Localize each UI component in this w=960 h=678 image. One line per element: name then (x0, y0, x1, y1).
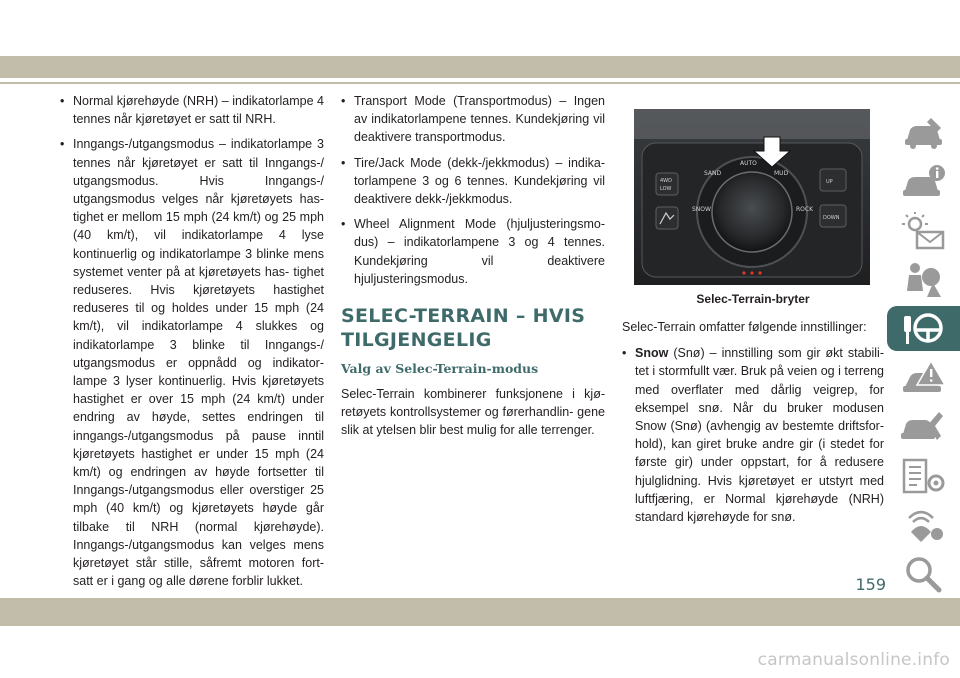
subsection-heading: Valg av Selec-Terrain-modus (341, 361, 539, 377)
photo-caption: Selec-Terrain-bryter (696, 292, 810, 306)
button-label-up: UP (826, 179, 833, 185)
car-info-i-icon (901, 163, 947, 201)
watermark: carmanualsonline.info (757, 650, 950, 670)
bullet-dot: • (341, 94, 346, 108)
button-label-4wd: 4WD (660, 178, 672, 184)
bullet-text: Tire/Jack Mode (dekk-/jekkmodus) – indika- torlampene 3 og 6 tennes. Kundekjøring vil deaktivere dekk-/jekkmodus. (354, 155, 605, 207)
body-paragraph: Selec-Terrain omfatter følgende innstillinger: (622, 320, 867, 334)
bullet-item (622, 344, 884, 526)
checklist-gear-icon (901, 457, 947, 495)
ride-height-up-button[interactable] (820, 169, 846, 191)
column-left (60, 92, 324, 597)
tab-technical-specs[interactable] (887, 453, 960, 498)
tab-dashboard[interactable] (887, 208, 960, 253)
bullet-item (60, 135, 324, 590)
bullet-text: Transport Mode (Transportmodus) – Ingen av indikatorlampene tennes. Kundekjøring vil deaktivere transportmodus. (354, 94, 605, 145)
bullet-dot: • (341, 155, 346, 170)
bullet-text: Inngangs-/utgangsmodus – indikatorlampe 3 tennes når kjøretøyet er satt til Inngangs-/ utgangsmodus. Hvis Inngangs-/ utgangsmodus velges når kjøretøyets has- tighet er mellom 15 mph (24 km/t) og 25 mph (40 km/t), vil indikatorlampe 4 lyse kontinuerlig og indikatorlampe 3 blinke mens systemet venter på at kjøretøyets has- tighet reduseres. Hvis kjøretøyets hastighet reduseres til og holdes under 15 mph (24 km/t), vil indikatorlampe 4 slukkes og indikatorlampe 3 blinke til Inngangs-/ utgangsmodus er oppnådd og indikator- lampe 3 lyser kontinuerlig. Hvis kjøretøyets hastighet er over 15 mph (24 km/t) under endring av høyde, settes endringen til inngangs-/utgangsmodus på pause inntil kjøretøyets hastighet er under 15 mph (24 km/t) og endringen av høyde fortsetter til Inngangs-/utgangsmodus eller overstiger 25 mph (40 km/t) og kjøretøyets høyde går tilbake til NRH (normal kjørehøyde). Inngangs-/utgangsmodus kan velges mens kjøretøyet står stille, såfremt motoren fort- satt er i gang og alle dørene forblir lukket. (73, 137, 324, 589)
knob-label-sand: SAND (704, 170, 722, 177)
knob-label-mud: MUD (774, 170, 789, 177)
chapter-tabs (887, 110, 960, 649)
header-rule (0, 82, 960, 84)
tab-starting-operating[interactable] (887, 306, 960, 351)
header-band (0, 56, 960, 78)
tab-car-info[interactable] (887, 110, 960, 155)
media-nav-icon (901, 506, 947, 544)
knob-label-auto: AUTO (740, 160, 757, 167)
tab-multimedia[interactable] (887, 502, 960, 547)
column-middle (341, 92, 605, 448)
tab-emergency[interactable] (887, 355, 960, 400)
bullet-dot: • (622, 346, 627, 361)
snow-label: Snow (635, 346, 669, 361)
tab-maintenance[interactable] (887, 404, 960, 449)
tab-car-information[interactable] (887, 159, 960, 204)
bullet-text: Wheel Alignment Mode (hjuljusteringsmo- dus) – indikatorlampene 3 og 4 tennes. Kundekjøring vil deaktivere hjuljusteringsmodus. (354, 217, 605, 286)
airbag-person-icon (901, 261, 947, 299)
hill-descent-button[interactable] (656, 207, 678, 229)
bullet-text: Normal kjørehøyde (NRH) – indikatorlampe 4 tennes når kjøretøyet er satt til NRH. (73, 94, 324, 127)
tab-search[interactable] (887, 551, 960, 596)
button-label-down: DOWN (823, 215, 840, 221)
bullet-item (341, 215, 605, 288)
bullet-dot: • (60, 137, 65, 152)
body-paragraph: Selec-Terrain kombinerer funksjonene i kjø- retøyets kontrollsystemer og førerhandlin- gene slik at ytelsen blir best mulig for alle terrenger. (341, 387, 605, 438)
bullet-item (60, 92, 324, 128)
knob-label-snow: SNOW (692, 206, 711, 213)
steering-wheel-key-icon (901, 310, 947, 348)
bullet-dot: • (341, 217, 346, 232)
car-wrench-icon (901, 408, 947, 446)
bullet-item (341, 154, 605, 209)
page-number: 159 (855, 575, 886, 594)
column-right (622, 318, 884, 533)
car-info-icon (901, 114, 947, 152)
button-label-low: LOW (660, 186, 672, 192)
bullet-item (341, 92, 605, 147)
section-heading: SELEC-TERRAIN – HVIS TILGJENGELIG (341, 305, 586, 352)
bullet-dot: • (60, 94, 65, 108)
dashboard-light-message-icon (901, 212, 947, 250)
selec-terrain-switch-photo (634, 109, 870, 285)
magnifier-icon (901, 555, 947, 593)
switch-illustration (634, 109, 870, 285)
warning-triangle-icon (901, 359, 947, 397)
footer-band (0, 598, 960, 626)
bullet-text (635, 344, 884, 526)
tab-safety[interactable] (887, 257, 960, 302)
snow-description: (Snø) – innstilling som gir økt stabili- tet i stormfullt vær. Bruk på veien og i terreng med overflater med dårlig veigrep, for eksempel snø. Når du bruker modusen Snow (Snø) (avhengig av bestemte driftsfor- hold), kan giret bruke andre gir (i stedet for første gir) under oppstart, for å redusere hjulglidning. Hvis kjøretøyet er utstyrt med luftfjæring, er Normal kjørehøyde (NRH) standard kjørehøyde for snø. (635, 346, 884, 525)
knob-label-rock: ROCK (796, 206, 814, 213)
